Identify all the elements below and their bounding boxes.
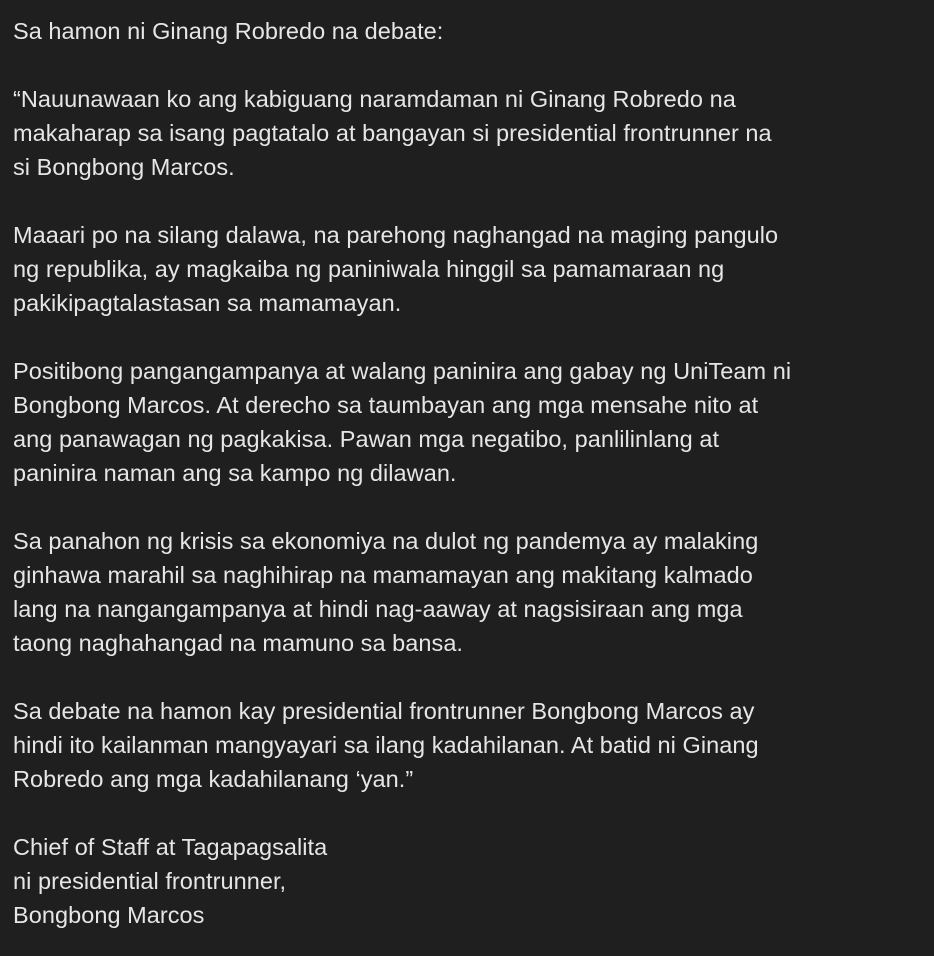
paragraph-line: si Bongbong Marcos.: [13, 154, 235, 180]
statement-paragraph-1: [13, 82, 922, 184]
statement-paragraph-3: [13, 354, 922, 490]
paragraph-line: “Nauunawaan ko ang kabiguang naramdaman ni Ginang Robredo na: [13, 86, 736, 112]
paragraph-line: Positibong pangangampanya at walang paninira ang gabay ng UniTeam ni: [13, 358, 792, 384]
paragraph-line: Maaari po na silang dalawa, na parehong naghangad na maging pangulo: [13, 222, 779, 248]
statement-heading: [13, 14, 922, 48]
signature-name: Bongbong Marcos: [13, 902, 205, 928]
signature-role: ni presidential frontrunner,: [13, 868, 287, 894]
paragraph-line: Sa panahon ng krisis sa ekonomiya na dulot ng pandemya ay malaking: [13, 528, 759, 554]
statement-paragraph-2: [13, 218, 922, 320]
paragraph-line: taong naghahangad na mamuno sa bansa.: [13, 630, 464, 656]
paragraph-line: hindi ito kailanman mangyayari sa ilang kadahilanan. At batid ni Ginang: [13, 732, 759, 758]
paragraph-line: makaharap sa isang pagtatalo at bangayan si presidential frontrunner na: [13, 120, 772, 146]
signature-title: Chief of Staff at Tagapagsalita: [13, 834, 328, 860]
paragraph-line: lang na nangangampanya at hindi nag-aaway at nagsisiraan ang mga: [13, 596, 743, 622]
paragraph-line: pakikipagtalastasan sa mamamayan.: [13, 290, 402, 316]
paragraph-line: Bongbong Marcos. At derecho sa taumbayan ang mga mensahe nito at: [13, 392, 759, 418]
paragraph-line: Robredo ang mga kadahilanang ‘yan.”: [13, 766, 414, 792]
heading-text: Sa hamon ni Ginang Robredo na debate:: [13, 18, 444, 44]
paragraph-line: ng republika, ay magkaiba ng paniniwala hinggil sa pamamaraan ng: [13, 256, 725, 282]
statement-paragraph-5: [13, 694, 922, 796]
paragraph-line: ang panawagan ng pagkakisa. Pawan mga negatibo, panlilinlang at: [13, 426, 720, 452]
statement-paragraph-4: [13, 524, 922, 660]
statement-signature: [13, 830, 922, 932]
paragraph-line: paninira naman ang sa kampo ng dilawan.: [13, 460, 457, 486]
paragraph-line: ginhawa marahil sa naghihirap na mamamayan ang makitang kalmado: [13, 562, 753, 588]
paragraph-line: Sa debate na hamon kay presidential frontrunner Bongbong Marcos ay: [13, 698, 755, 724]
